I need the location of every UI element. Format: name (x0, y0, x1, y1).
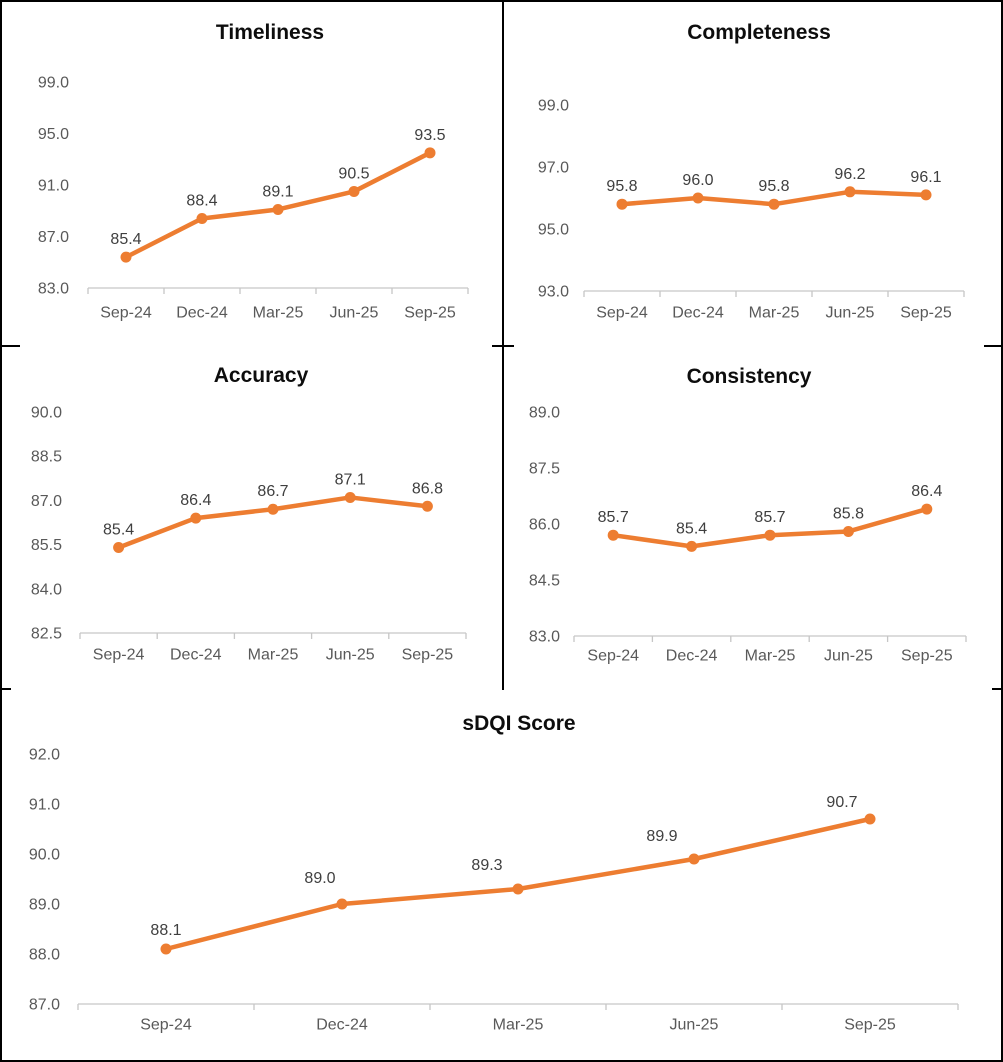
data-label: 95.8 (606, 178, 638, 196)
y-tick-label: 99.0 (37, 74, 69, 92)
x-tick-label: Jun-25 (669, 1016, 719, 1034)
x-tick-label: Mar-25 (748, 304, 800, 322)
data-point-marker (513, 884, 524, 895)
data-label: 86.7 (257, 483, 289, 501)
y-tick-label: 90.0 (30, 404, 62, 422)
data-point-marker (113, 542, 124, 553)
x-tick-label: Dec-24 (665, 647, 718, 665)
data-label: 88.1 (150, 922, 182, 939)
chart-panel-consistency (529, 405, 966, 665)
data-label: 86.4 (180, 492, 212, 510)
data-label: 86.4 (911, 483, 943, 501)
y-tick-label: 87.0 (30, 492, 62, 510)
y-tick-label: 82.5 (30, 625, 62, 643)
x-tick-label: Mar-25 (744, 647, 796, 665)
x-tick-label: Dec-24 (316, 1016, 368, 1034)
data-label: 86.8 (411, 480, 443, 498)
x-tick-label: Sep-24 (100, 304, 152, 322)
data-label: 88.4 (186, 192, 218, 210)
data-label: 85.4 (110, 231, 142, 249)
data-label: 89.1 (262, 183, 294, 201)
data-label: 90.5 (338, 165, 370, 183)
data-point-marker (845, 186, 856, 197)
x-tick-label: Dec-24 (672, 304, 724, 322)
chart-panel-completeness (538, 98, 964, 322)
data-point-marker (843, 526, 854, 537)
y-tick-label: 95.0 (37, 126, 69, 143)
data-point-marker (769, 199, 780, 210)
y-tick-label: 83.0 (37, 280, 69, 298)
data-point-marker (608, 530, 619, 541)
data-point-marker (617, 199, 628, 210)
data-point-marker (349, 186, 360, 197)
x-tick-label: Mar-25 (492, 1016, 544, 1034)
data-point-marker (345, 492, 356, 503)
data-point-marker (422, 501, 433, 512)
data-point-marker (273, 204, 284, 215)
x-tick-label: Mar-25 (252, 304, 304, 322)
data-label: 90.7 (826, 794, 858, 811)
data-point-marker (689, 854, 700, 865)
x-tick-label: Dec-24 (176, 304, 228, 322)
y-tick-label: 89.0 (528, 404, 560, 422)
x-tick-label: Sep-24 (596, 304, 648, 322)
y-tick-label: 90.0 (28, 846, 60, 864)
y-tick-label: 85.5 (30, 537, 62, 555)
y-tick-label: 87.5 (528, 460, 560, 478)
x-tick-label: Mar-25 (247, 646, 299, 664)
chart-title-accuracy: Accuracy (213, 364, 309, 387)
x-tick-label: Sep-24 (140, 1016, 192, 1034)
y-tick-label: 89.0 (28, 896, 60, 914)
data-label: 85.7 (754, 509, 786, 527)
chart-panel-timeliness (38, 75, 468, 322)
data-label: 85.7 (597, 509, 629, 527)
x-tick-label: Sep-25 (900, 304, 952, 322)
dashboard-charts (2, 2, 1003, 1062)
data-label: 95.8 (758, 178, 790, 196)
x-tick-label: Sep-24 (92, 646, 145, 664)
x-tick-label: Jun-25 (325, 646, 375, 664)
x-tick-label: Sep-25 (401, 646, 454, 664)
y-tick-label: 86.0 (528, 516, 560, 534)
y-tick-label: 95.0 (537, 221, 569, 239)
data-label: 93.5 (414, 126, 446, 144)
y-tick-label: 87.0 (37, 229, 69, 246)
chart-title-consistency: Consistency (686, 365, 812, 388)
y-tick-label: 92.0 (28, 746, 60, 764)
chart-panel-sdqi-score (29, 747, 958, 1034)
data-point-marker (686, 541, 697, 552)
data-label: 85.4 (103, 521, 135, 539)
data-point-marker (865, 814, 876, 825)
x-tick-label: Dec-24 (170, 646, 222, 664)
x-tick-label: Jun-25 (329, 304, 379, 322)
y-tick-label: 84.5 (528, 572, 560, 590)
x-tick-label: Jun-25 (823, 647, 873, 665)
y-tick-label: 99.0 (537, 97, 569, 115)
chart-panel-accuracy (31, 404, 466, 663)
y-tick-label: 91.0 (28, 796, 60, 814)
y-tick-label: 83.0 (528, 628, 560, 646)
data-label: 89.0 (304, 870, 336, 887)
data-point-marker (121, 252, 132, 263)
y-tick-label: 88.5 (30, 448, 62, 466)
data-label: 96.1 (910, 168, 942, 186)
data-label: 89.9 (646, 828, 678, 845)
data-point-marker (268, 504, 279, 515)
chart-title-sdqi-score: sDQI Score (462, 712, 576, 735)
x-tick-label: Sep-25 (844, 1016, 896, 1034)
y-tick-label: 97.0 (537, 159, 569, 177)
data-label: 96.0 (682, 172, 714, 189)
x-tick-label: Jun-25 (825, 304, 875, 322)
data-point-marker (693, 193, 704, 204)
y-tick-label: 91.0 (37, 177, 69, 195)
data-point-marker (921, 504, 932, 515)
data-point-marker (425, 147, 436, 158)
x-tick-label: Sep-24 (587, 647, 639, 665)
data-label: 89.3 (471, 857, 503, 874)
data-label: 85.4 (676, 520, 708, 538)
data-point-marker (190, 513, 201, 524)
chart-title-completeness: Completeness (687, 21, 831, 44)
data-label: 96.2 (834, 165, 866, 183)
data-label: 87.1 (334, 471, 366, 489)
data-point-marker (161, 944, 172, 955)
y-tick-label: 84.0 (30, 581, 62, 599)
y-tick-label: 88.0 (28, 946, 60, 964)
data-point-marker (337, 899, 348, 910)
data-point-marker (197, 213, 208, 224)
y-tick-label: 93.0 (537, 283, 569, 301)
data-label: 85.8 (832, 505, 864, 523)
data-point-marker (765, 530, 776, 541)
chart-title-timeliness: Timeliness (215, 21, 325, 44)
data-point-marker (921, 189, 932, 200)
x-tick-label: Sep-25 (404, 304, 456, 322)
x-tick-label: Sep-25 (901, 647, 953, 665)
y-tick-label: 87.0 (28, 996, 60, 1014)
